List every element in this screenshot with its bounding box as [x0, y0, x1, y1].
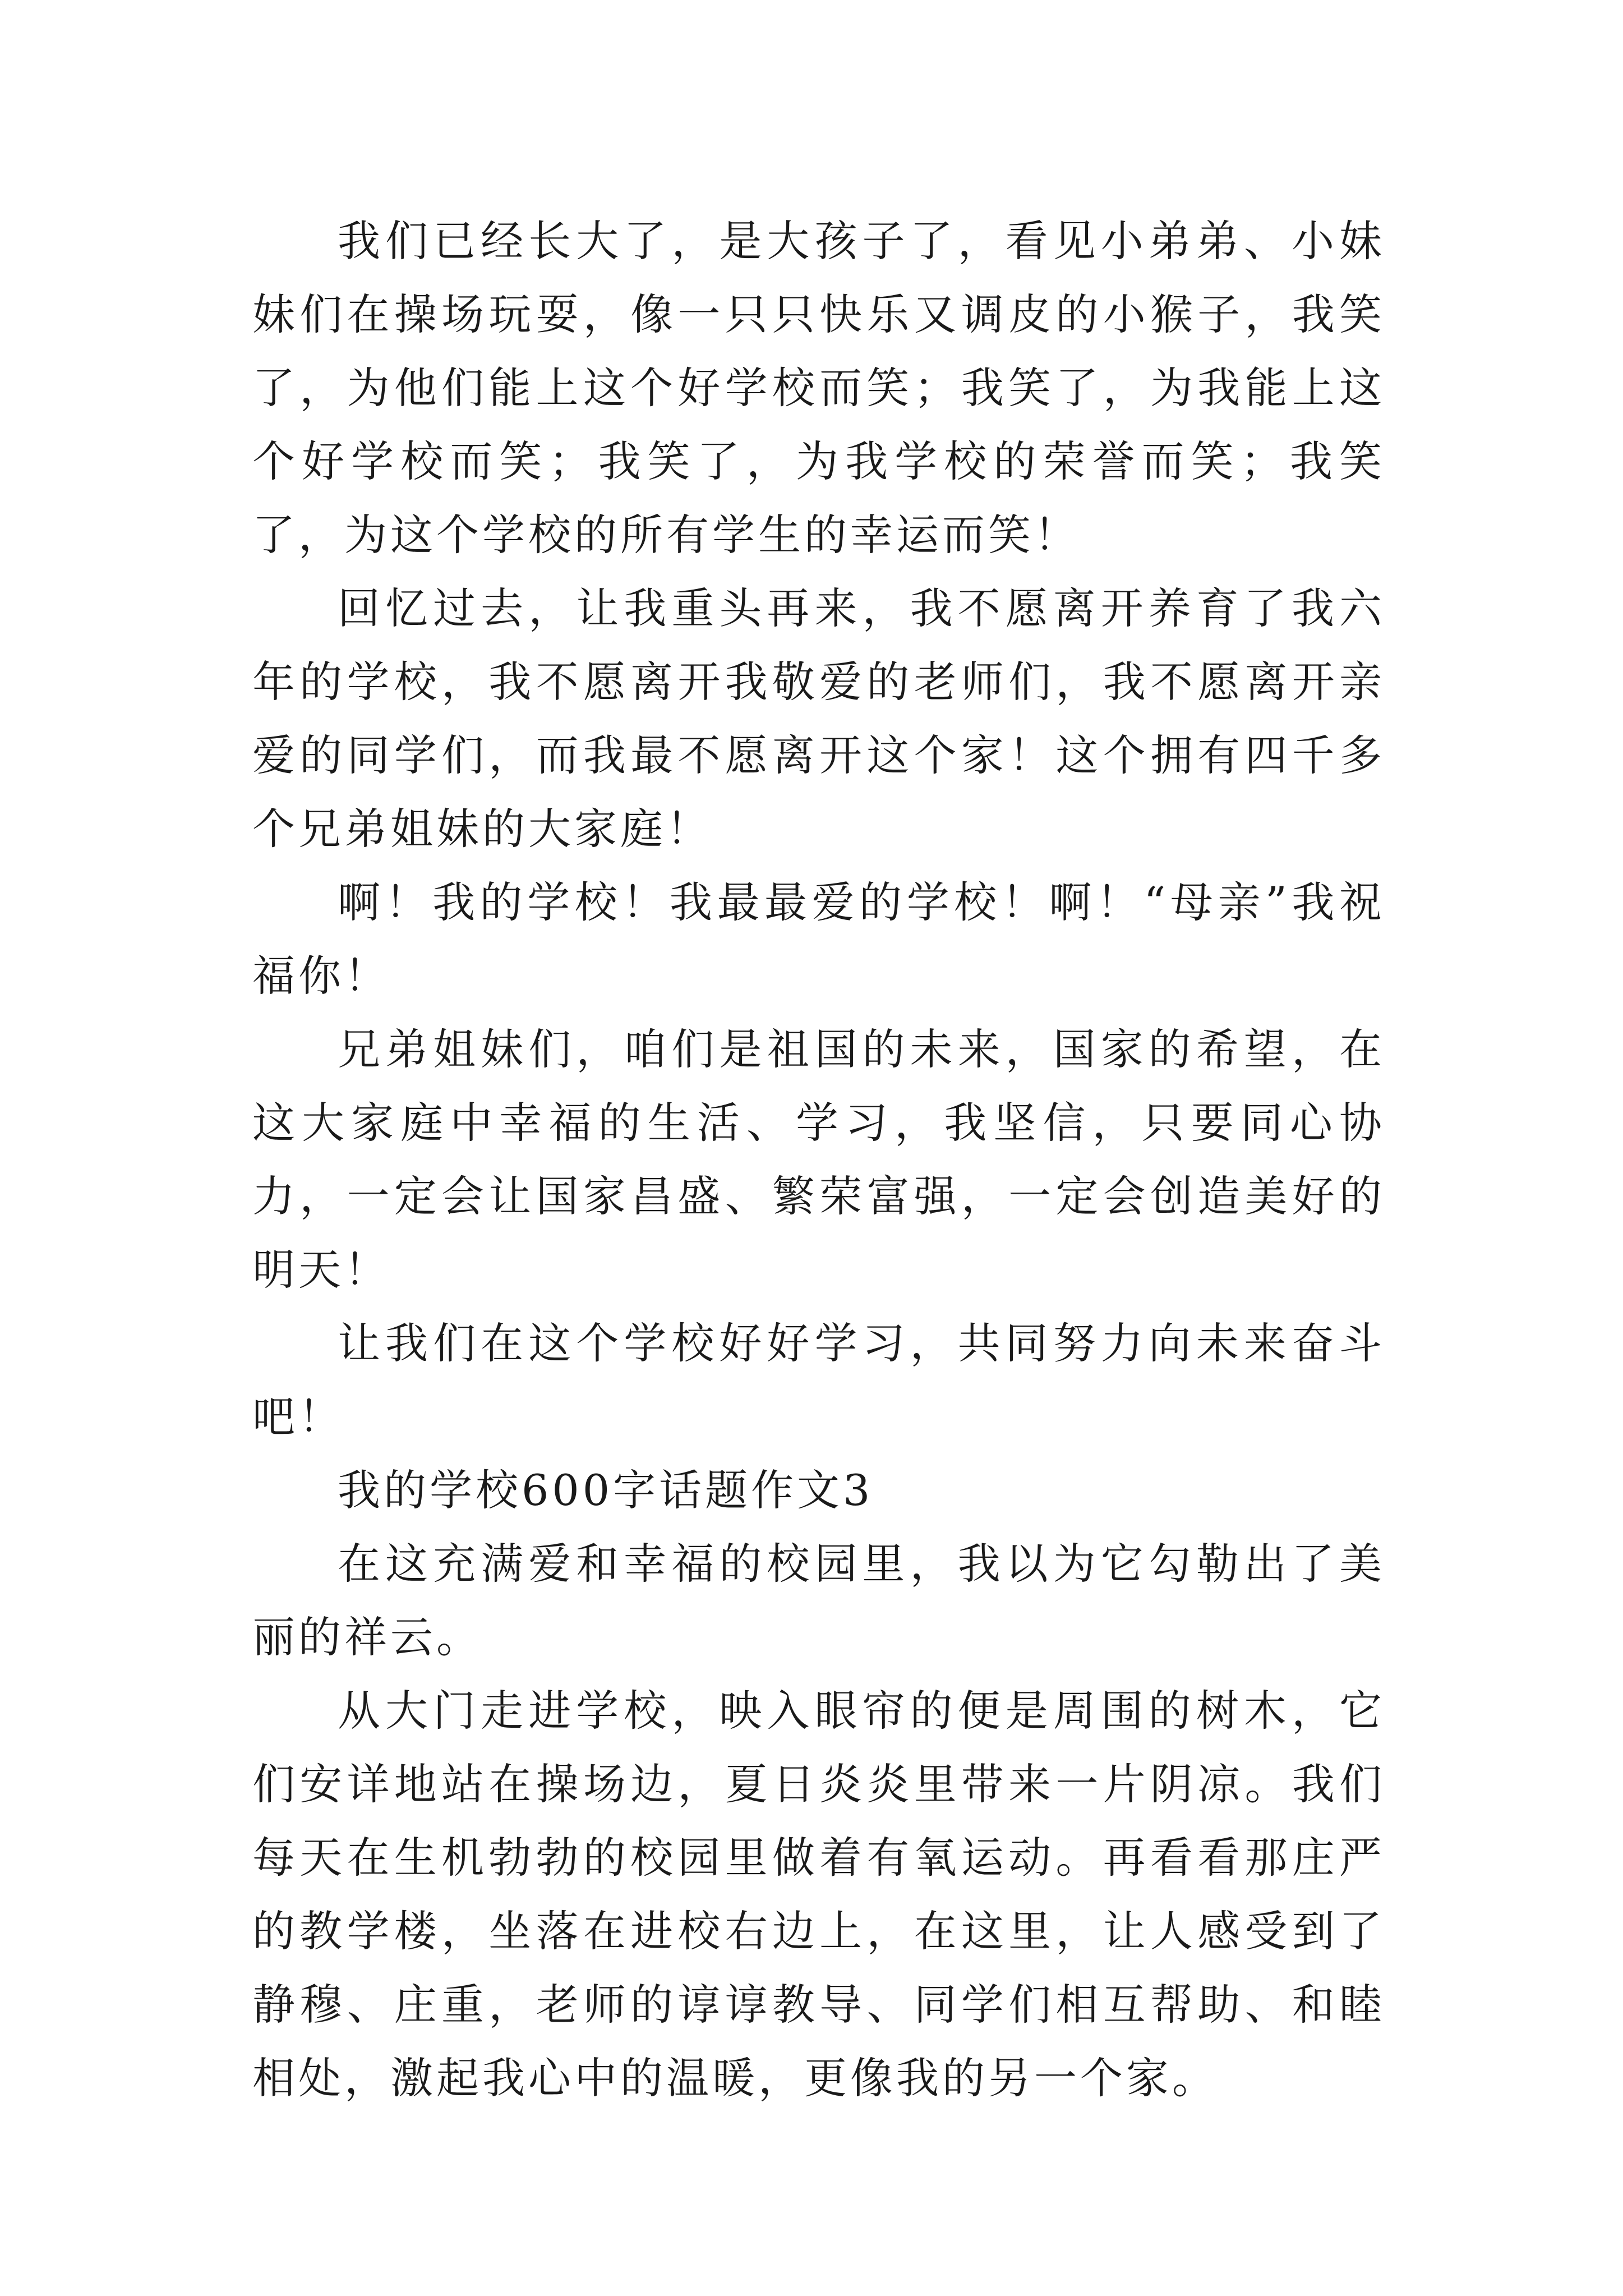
paragraph: 兄弟姐妹们，咱们是祖国的未来，国家的希望，在这大家庭中幸福的生活、学习，我坚信，只要同心协力，一定会让国家昌盛、繁荣富强，一定会创造美好的明天！: [252, 1024, 1385, 1295]
paragraph: 在这充满爱和幸福的校园里，我以为它勾勒出了美丽的祥云。: [252, 1539, 1385, 1662]
paragraph: 啊！我的学校！我最最爱的学校！啊！“母亲”我祝福你！: [252, 877, 1385, 1001]
paragraph: 回忆过去，让我重头再来，我不愿离开养育了我六年的学校，我不愿离开我敬爱的老师们，我不愿离开亲爱的同学们，而我最不愿离开这个家！这个拥有四千多个兄弟姐妹的大家庭！: [252, 583, 1385, 854]
paragraph: 从大门走进学校，映入眼帘的便是周围的树木，它们安详地站在操场边，夏日炎炎里带来一片阴凉。我们每天在生机勃勃的校园里做着有氧运动。再看看那庄严的教学楼，坐落在进校右边上，在这里，让人感受到了静穆、庄重，老师的谆谆教导、同学们相互帮助、和睦相处，激起我心中的温暖，更像我的另一个家。: [252, 1686, 1385, 2103]
paragraph: 让我们在这个学校好好学习，共同努力向未来奋斗吧！: [252, 1318, 1385, 1442]
section-heading: 我的学校600字话题作文3: [338, 1465, 874, 1515]
document-body: [252, 204, 1385, 2115]
paragraph: 我们已经长大了，是大孩子了，看见小弟弟、小妹妹们在操场玩耍，像一只只快乐又调皮的小猴子，我笑了，为他们能上这个好学校而笑；我笑了，为我能上这个好学校而笑；我笑了，为我学校的荣誉而笑；我笑了，为这个学校的所有学生的幸运而笑！: [252, 216, 1385, 560]
